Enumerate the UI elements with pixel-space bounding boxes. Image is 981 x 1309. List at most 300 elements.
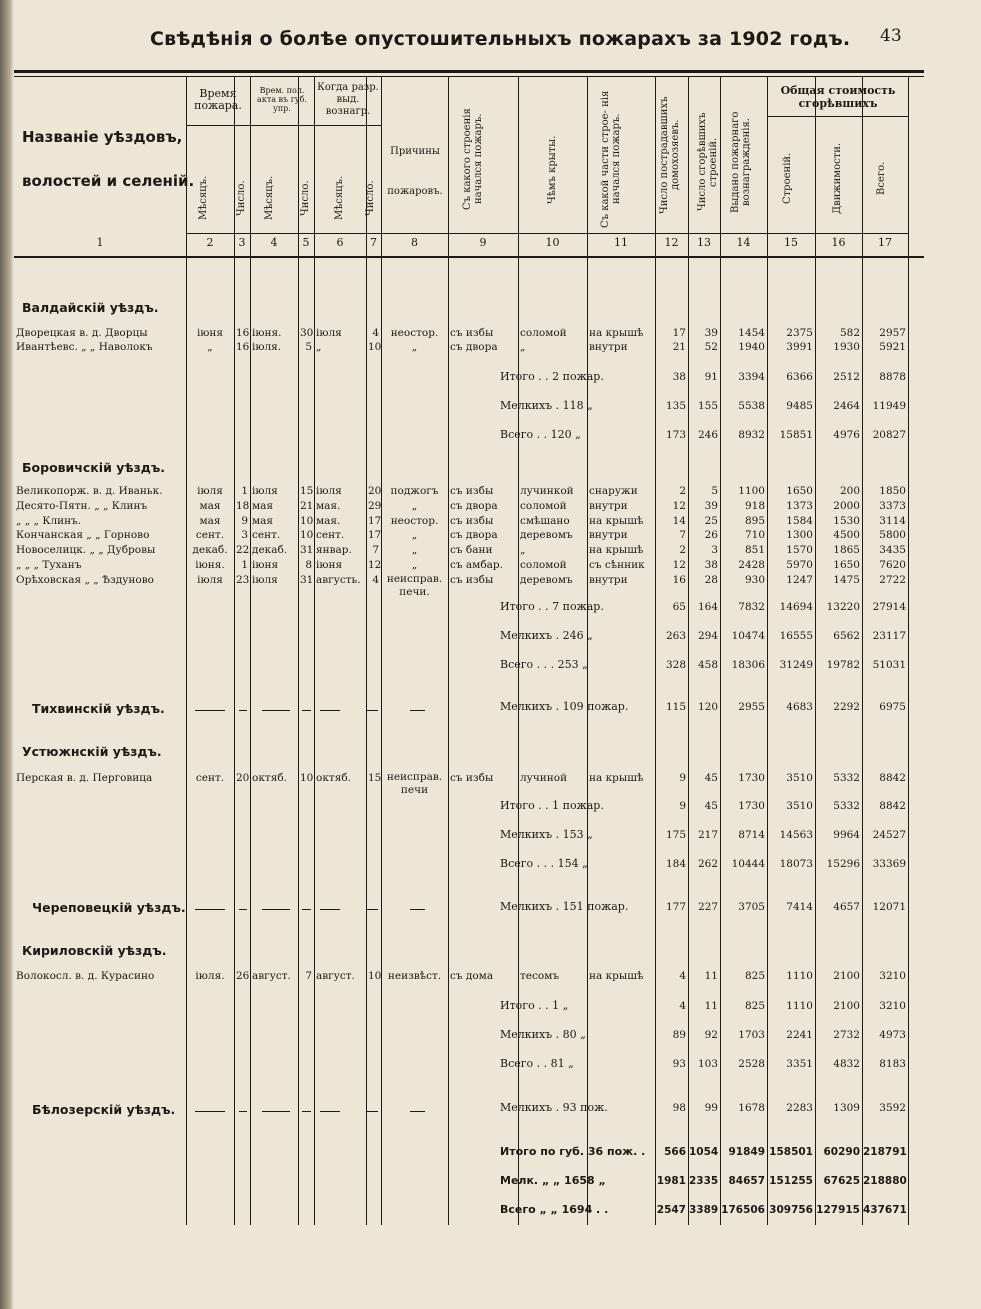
table-cell: 3373	[879, 499, 906, 512]
table-cell: август.	[252, 970, 291, 982]
table-row	[0, 1028, 981, 1042]
header-kogda: Когда разр. выд. вознагр.	[317, 82, 379, 117]
table-cell: 38	[704, 559, 718, 571]
total-value: 5538	[738, 400, 765, 412]
table-cell: 1570	[786, 544, 813, 557]
table-cell: 5800	[879, 529, 906, 542]
table-row	[0, 828, 981, 842]
table-cell: 582	[839, 327, 860, 339]
total-value: 7832	[738, 601, 765, 613]
table-cell: 5970	[786, 559, 813, 571]
total-value: 2464	[833, 400, 860, 412]
total-value: 115	[665, 701, 686, 713]
table-row	[0, 799, 981, 813]
table-cell: іюля	[252, 485, 278, 497]
total-value: 19782	[826, 659, 860, 671]
table-cell: „	[411, 529, 418, 542]
table-cell: 23	[236, 573, 250, 586]
total-value: 18306	[731, 659, 765, 671]
table-cell: съ дома	[450, 970, 494, 982]
column-number: 2	[206, 236, 214, 249]
table-row	[0, 340, 981, 354]
header-vsego: Всего.	[876, 161, 887, 195]
table-cell: 3510	[786, 772, 813, 784]
table-cell: 1475	[833, 573, 860, 586]
table-cell: внутри	[589, 341, 628, 353]
total-value: 4	[679, 1000, 686, 1012]
table-cell: 3114	[879, 514, 906, 527]
table-cell: неостор.	[390, 514, 439, 527]
table-cell: 4500	[833, 529, 860, 542]
district-name: Череповецкій уѣздъ.	[32, 900, 186, 915]
table-cell: 10	[300, 772, 314, 784]
total-value: 1981	[656, 1175, 686, 1187]
table-cell: сент.	[252, 529, 281, 542]
district-name: Кириловскій уѣздъ.	[22, 943, 167, 958]
header-day-3: Число.	[365, 180, 376, 216]
table-cell: 15	[368, 772, 382, 784]
total-value: 8714	[738, 829, 765, 841]
district-name: Тихвинскій уѣздъ.	[32, 701, 165, 716]
table-row	[0, 326, 981, 340]
table-cell: 1650	[833, 559, 860, 571]
total-value: 89	[672, 1029, 686, 1041]
total-value: 3705	[738, 901, 765, 913]
total-value: 1309	[833, 1102, 860, 1114]
table-row	[0, 428, 981, 442]
total-value: 45	[704, 800, 718, 812]
total-value: 38	[672, 371, 686, 383]
total-value: 6975	[879, 701, 906, 713]
total-value: 1730	[738, 800, 765, 812]
total-value: 16555	[779, 630, 813, 642]
total-value: 2335	[689, 1175, 719, 1187]
header-s-kakogo: Съ какого строенія начался пожаръ.	[462, 108, 484, 210]
total-label: Итого . . 1 „	[500, 999, 569, 1012]
total-value: 14563	[779, 829, 813, 841]
total-value: 309756	[769, 1204, 813, 1216]
total-value: 2292	[833, 701, 860, 713]
table-cell: 1	[241, 485, 248, 497]
total-value: 9	[679, 800, 686, 812]
column-number: 17	[878, 236, 892, 249]
total-label: Итого . . 7 пожар.	[500, 600, 604, 613]
table-row	[0, 528, 981, 542]
table-cell: сент.	[195, 772, 225, 784]
total-value: 18073	[779, 858, 813, 870]
table-cell: 930	[744, 573, 765, 586]
table-cell: 1730	[738, 772, 765, 784]
table-cell: іюля	[316, 327, 342, 339]
total-value: 7414	[786, 901, 813, 913]
table-cell: 1373	[786, 499, 813, 512]
column-number: 4	[270, 236, 278, 249]
settlement-name: Новоселицк. „ „ Дубровы	[16, 544, 156, 557]
table-cell: поджогъ	[390, 485, 439, 497]
table-cell: іюня	[252, 559, 279, 571]
settlement-name: Дворецкая в. д. Дворцы	[16, 327, 148, 339]
header-vydano: Выдано пожарнаго вознагражденія.	[730, 111, 752, 213]
header-month-2: Мѣсяцъ.	[264, 175, 275, 221]
total-value: 31249	[779, 659, 813, 671]
settlement-name: Великопорж. в. д. Иваньк.	[16, 485, 163, 497]
table-cell: 1940	[738, 341, 765, 353]
table-cell: мая	[199, 499, 221, 512]
table-cell: 2957	[879, 327, 906, 339]
table-cell: 39	[704, 327, 718, 339]
total-value: 6366	[786, 371, 813, 383]
table-cell: снаружи	[589, 485, 638, 497]
total-value: 2283	[786, 1102, 813, 1114]
settlement-name: Ивантѣевс. „ „ Наволокъ	[16, 341, 153, 353]
table-cell: 5	[305, 341, 312, 353]
column-number: 14	[736, 236, 751, 249]
table-cell: 22	[236, 544, 250, 557]
table-cell: августь.	[316, 573, 361, 586]
table-cell: декаб.	[192, 544, 228, 557]
total-value: 294	[697, 630, 718, 642]
total-label: Всего . . 81 „	[500, 1057, 574, 1070]
total-label: Всего „ „ 1694 . .	[500, 1203, 609, 1216]
total-label: Мелк. „ „ 1658 „	[500, 1174, 606, 1187]
district-name: Устюжнскій уѣздъ.	[22, 744, 162, 759]
table-cell: сент.	[316, 529, 345, 542]
total-value: 135	[665, 400, 686, 412]
table-cell: 2428	[738, 559, 765, 571]
table-row	[0, 771, 981, 799]
total-value: 437671	[863, 1204, 907, 1216]
total-value: 8932	[738, 429, 765, 441]
page-title: Свѣдѣнія о болѣе опустошительныхъ пожарахъ за 1902 годъ.	[150, 28, 851, 50]
table-cell: 14	[672, 514, 686, 527]
header-akt: Врем. пол. акта въ губ. упр.	[257, 86, 307, 113]
total-value: 2241	[786, 1029, 813, 1041]
table-cell: 29	[368, 499, 382, 512]
table-cell: 17	[368, 514, 382, 527]
table-cell: съ двора	[450, 341, 498, 353]
table-cell: съ бани	[450, 544, 493, 557]
total-label: Мелкихъ . 151 пожар.	[500, 900, 629, 913]
table-cell: 15	[300, 485, 314, 497]
table-cell: 2100	[833, 970, 860, 982]
header-chem-kryty: Чѣмъ крыты.	[547, 135, 558, 205]
table-cell: неисправ. печи.	[386, 572, 443, 598]
table-cell: іюня.	[252, 327, 282, 339]
table-cell: 20	[236, 772, 250, 784]
header-obshchaya: Общая стоимость сгорѣвшихъ	[780, 84, 896, 110]
table-row	[0, 499, 981, 513]
table-cell: октяб.	[252, 772, 287, 784]
settlement-name: „ „ „ Туханъ	[16, 559, 82, 571]
total-label: Мелкихъ . 109 пожар.	[500, 700, 629, 713]
header-time: Время пожара.	[194, 87, 242, 112]
table-cell: съ сѣнник	[589, 559, 645, 571]
table-cell: сент.	[195, 529, 225, 542]
table-cell: „	[411, 544, 418, 557]
table-cell: іюля.	[195, 970, 225, 982]
header-dvizh: Движимости.	[832, 142, 843, 214]
total-label: Мелкихъ . 80 „	[500, 1028, 586, 1041]
column-number: 12	[664, 236, 679, 249]
settlement-name: „ „ „ Клинъ.	[16, 514, 82, 527]
total-value: 11949	[872, 400, 906, 412]
table-cell: 18	[236, 499, 250, 512]
total-value: 1054	[689, 1146, 719, 1158]
table-cell: 851	[744, 544, 765, 557]
table-cell: 9	[241, 514, 248, 527]
table-cell: 20	[368, 485, 382, 497]
table-cell: 52	[704, 341, 718, 353]
table-row	[0, 399, 981, 413]
table-cell: смѣшано	[520, 514, 570, 527]
total-value: 155	[697, 400, 718, 412]
total-value: 164	[697, 601, 718, 613]
table-cell: 1930	[833, 341, 860, 353]
district-name: Бѣлозерскій уѣздъ.	[32, 1102, 176, 1117]
total-value: 8183	[879, 1058, 906, 1070]
total-value: 127915	[816, 1204, 860, 1216]
table-cell: 2	[679, 485, 686, 497]
table-cell: тесомъ	[520, 970, 560, 982]
table-cell: 9	[679, 772, 686, 784]
total-value: 227	[697, 901, 718, 913]
table-cell: 45	[704, 772, 718, 784]
table-cell: деревомъ	[520, 573, 573, 586]
header-day-2: Число.	[300, 180, 311, 216]
header-day-1: Число.	[236, 180, 247, 216]
table-row	[0, 857, 981, 871]
table-cell: 5332	[833, 772, 860, 784]
table-row	[0, 600, 981, 614]
total-value: 51031	[872, 659, 906, 671]
table-cell: 1865	[833, 544, 860, 557]
header-name-line1: Названіе уѣздовъ,	[22, 128, 183, 146]
table-cell: 1247	[786, 573, 813, 586]
total-value: 92	[704, 1029, 718, 1041]
table-cell: 17	[368, 529, 382, 542]
table-cell: 16	[672, 573, 686, 586]
total-value: 91849	[728, 1146, 765, 1158]
table-cell: 1110	[786, 970, 813, 982]
total-value: 4832	[833, 1058, 860, 1070]
total-value: 458	[697, 659, 718, 671]
table-cell: 2000	[833, 499, 860, 512]
total-value: 2547	[656, 1204, 686, 1216]
header-chislo-postr: Число пострадавшихъ домохозяевъ.	[659, 96, 681, 214]
table-cell: 4	[372, 573, 379, 586]
header-name-line2: волостей и селеній.	[22, 172, 195, 190]
total-value: 158501	[769, 1146, 813, 1158]
table-cell: „	[207, 341, 213, 353]
table-cell: 26	[704, 529, 718, 542]
table-cell: 12	[672, 499, 686, 512]
table-row	[0, 1174, 981, 1188]
total-value: 15851	[779, 429, 813, 441]
column-number: 6	[336, 236, 344, 249]
total-value: 67625	[823, 1175, 860, 1187]
column-number: 13	[697, 236, 711, 249]
table-cell: съ амбар.	[450, 559, 503, 571]
table-cell: съ избы	[450, 485, 494, 497]
total-value: 93	[672, 1058, 686, 1070]
table-cell: іюля	[316, 485, 342, 497]
table-cell: 1100	[738, 485, 765, 497]
total-value: 23117	[872, 630, 906, 642]
total-label: Мелкихъ . 118 „	[500, 399, 593, 412]
total-value: 11	[704, 1000, 718, 1012]
column-number: 10	[545, 236, 560, 249]
total-value: 84657	[728, 1175, 765, 1187]
table-cell: іюля	[197, 485, 223, 497]
table-cell: 4	[679, 970, 686, 982]
column-number: 8	[411, 236, 418, 249]
table-cell: 1650	[786, 485, 813, 497]
total-value: 3394	[738, 371, 765, 383]
table-cell: 7	[679, 529, 686, 542]
district-name: Боровичскій уѣздъ.	[22, 460, 166, 475]
table-row	[0, 999, 981, 1013]
total-value: 246	[697, 429, 718, 441]
total-value: 328	[665, 659, 686, 671]
total-label: Итого . . 1 пожар.	[500, 799, 604, 812]
table-cell: „	[411, 341, 418, 353]
total-value: 4683	[786, 701, 813, 713]
total-value: 12071	[872, 901, 906, 913]
table-row	[0, 700, 981, 714]
table-cell: съ двора	[450, 499, 498, 512]
table-cell: „	[411, 499, 418, 512]
total-value: 4976	[833, 429, 860, 441]
table-cell: 31	[300, 573, 314, 586]
header-month-1: Мѣсяцъ.	[198, 175, 209, 221]
table-cell: неизвѣст.	[387, 970, 442, 982]
page-number: 43	[880, 26, 902, 46]
table-cell: 7	[372, 544, 379, 557]
total-value: 5332	[833, 800, 860, 812]
total-value: 65	[672, 601, 686, 613]
table-cell: 1530	[833, 514, 860, 527]
table-cell: внутри	[589, 573, 628, 586]
total-value: 173	[665, 429, 686, 441]
table-cell: съ избы	[450, 772, 494, 784]
total-value: 3389	[689, 1204, 719, 1216]
total-label: Мелкихъ . 153 „	[500, 828, 593, 841]
table-cell: „	[520, 341, 526, 353]
table-cell: 1584	[786, 514, 813, 527]
total-value: 9964	[833, 829, 860, 841]
total-value: 218791	[863, 1146, 907, 1158]
table-cell: съ избы	[450, 573, 494, 586]
total-value: 218880	[863, 1175, 907, 1187]
table-cell: „	[411, 559, 418, 571]
table-cell: 3210	[879, 970, 906, 982]
total-value: 3592	[879, 1102, 906, 1114]
total-value: 566	[664, 1146, 686, 1158]
table-cell: 21	[672, 341, 686, 353]
total-value: 825	[744, 1000, 765, 1012]
settlement-name: Орѣховская „ „ Ѣздуново	[16, 573, 154, 586]
table-row	[0, 969, 981, 983]
table-cell: 1850	[879, 485, 906, 497]
total-value: 176506	[721, 1204, 765, 1216]
header-month-3: Мѣсяцъ.	[334, 175, 345, 221]
total-value: 120	[697, 701, 718, 713]
total-value: 98	[672, 1102, 686, 1114]
table-cell: 825	[744, 970, 765, 982]
table-cell: октяб.	[316, 772, 351, 784]
total-value: 2512	[833, 371, 860, 383]
table-cell: 10	[300, 529, 314, 542]
total-label: Итого . . 2 пожар.	[500, 370, 604, 383]
table-row	[0, 573, 981, 601]
table-cell: 3	[711, 544, 718, 557]
settlement-name: Десято-Пятн. „ „ Клинъ	[16, 499, 148, 512]
table-cell: 28	[704, 573, 718, 586]
table-cell: 10	[300, 514, 314, 527]
header-prichiny: Причины пожаровъ.	[387, 146, 443, 197]
total-value: 60290	[823, 1146, 860, 1158]
settlement-name: Перская в. д. Перговица	[16, 772, 153, 784]
table-cell: 12	[672, 559, 686, 571]
table-cell: январ.	[316, 544, 352, 557]
total-value: 217	[697, 829, 718, 841]
total-value: 3210	[879, 1000, 906, 1012]
table-cell: 26	[236, 970, 250, 982]
table-cell: на крышѣ	[589, 772, 644, 784]
column-number: 11	[614, 236, 628, 249]
table-cell: 17	[672, 327, 686, 339]
total-value: 33369	[872, 858, 906, 870]
table-cell: іюня	[316, 559, 343, 571]
table-cell: іюля.	[252, 341, 282, 353]
table-cell: 10	[368, 341, 382, 353]
total-value: 2732	[833, 1029, 860, 1041]
total-value: 262	[697, 858, 718, 870]
total-value: 8878	[879, 371, 906, 383]
total-value: 8842	[879, 800, 906, 812]
table-cell: лучиной	[520, 772, 568, 784]
table-row	[0, 543, 981, 557]
header-chislo-sgor: Число сгорѣвшихъ строеній.	[697, 112, 719, 212]
table-cell: на крышѣ	[589, 514, 644, 527]
table-row	[0, 900, 981, 914]
table-cell: „	[316, 341, 322, 353]
table-cell: август.	[316, 970, 355, 982]
table-cell: 39	[704, 499, 718, 512]
table-cell: 895	[744, 514, 765, 527]
table-cell: 16	[236, 341, 250, 353]
total-label: Всего . . . 253 „	[500, 658, 588, 671]
table-cell: 918	[744, 499, 765, 512]
total-value: 24527	[872, 829, 906, 841]
table-row	[0, 1145, 981, 1159]
column-number: 7	[370, 236, 377, 249]
table-cell: 200	[839, 485, 860, 497]
table-cell: деревомъ	[520, 529, 573, 542]
table-cell: 710	[744, 529, 765, 542]
total-label: Итого по губ. 36 пож. .	[500, 1145, 646, 1158]
table-cell: 7	[305, 970, 312, 982]
table-cell: 30	[300, 327, 314, 339]
district-name: Валдайскій уѣздъ.	[22, 300, 159, 315]
total-value: 1110	[786, 1000, 813, 1012]
table-cell: мая	[199, 514, 221, 527]
table-cell: 1300	[786, 529, 813, 542]
table-row	[0, 558, 981, 572]
total-value: 99	[704, 1102, 718, 1114]
column-number: 1	[96, 236, 104, 249]
total-value: 15296	[826, 858, 860, 870]
